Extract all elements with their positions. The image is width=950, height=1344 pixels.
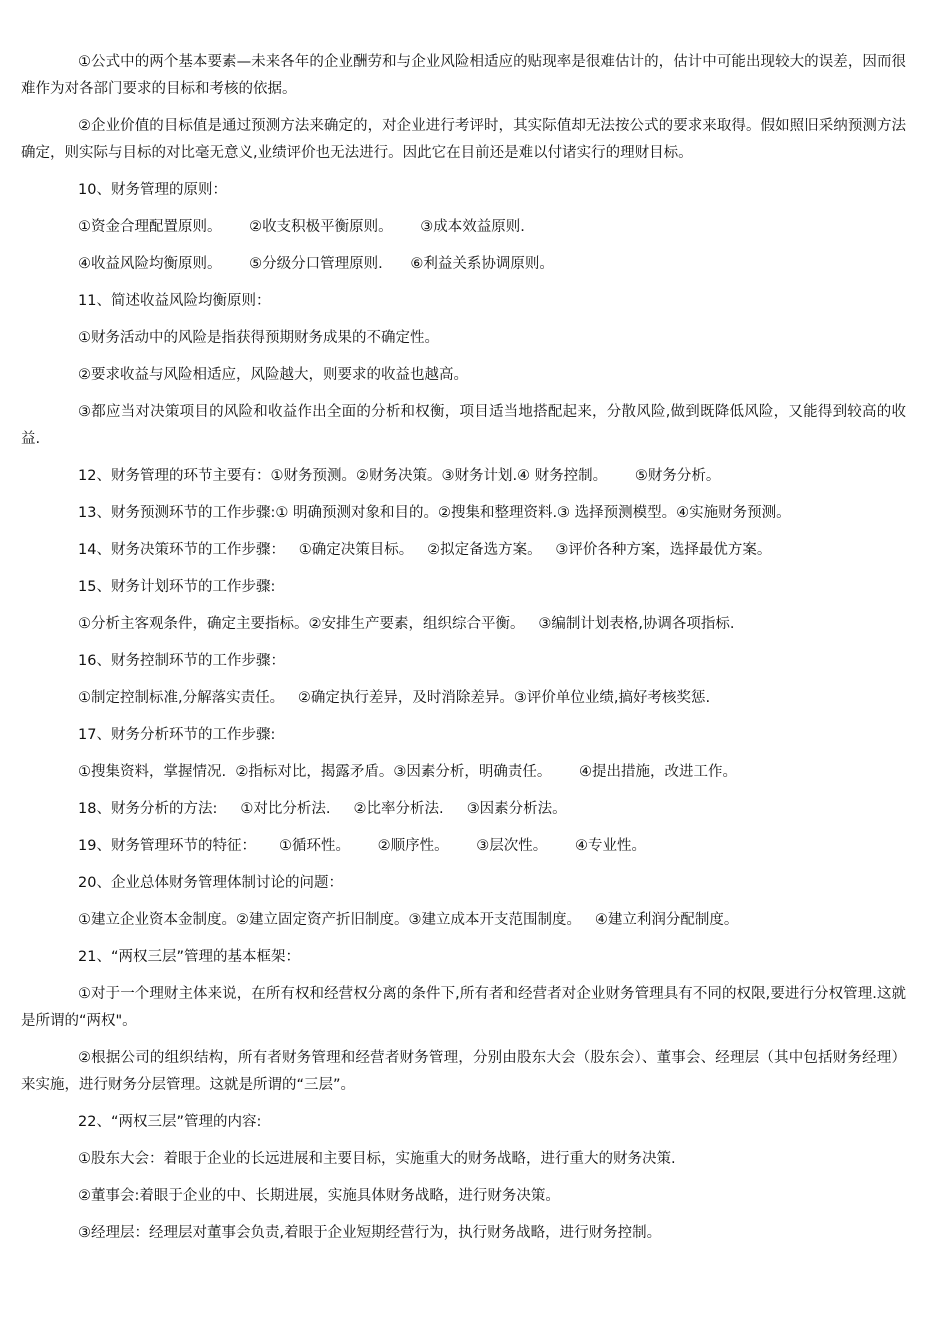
heading-22-content: 22、“两权三层”管理的内容: <box>78 1114 262 1130</box>
plan-steps: ①分析主客观条件，确定主要指标。②安排生产要素，组织综合平衡。 ③编制计划表格,协调各项指标. <box>78 616 735 632</box>
heading-12-steps: 12、财务管理的环节主要有：①财务预测。②财务决策。③财务计划.④ 财务控制。 ⑤财务分析。 <box>78 468 721 484</box>
content-board: ②董事会:着眼于企业的中、长期进展，实施具体财务战略，进行财务决策。 <box>78 1188 560 1204</box>
control-steps: ①制定控制标准,分解落实责任。 ②确定执行差异，及时消除差异。③评价单位业绩,搞好考核奖惩. <box>78 690 711 706</box>
heading-20-system: 20、企业总体财务管理体制讨论的问题： <box>78 875 343 891</box>
framework-item-1: ①对于一个理财主体来说，在所有权和经营权分离的条件下,所有者和经营者对企业财务管理具有不同的权限,要进行分权管理.这就是所谓的“两权"。 <box>21 986 906 1029</box>
risk-item-1: ①财务活动中的风险是指获得预期财务成果的不确定性。 <box>78 330 439 346</box>
heading-10-principles: 10、财务管理的原则： <box>78 182 227 198</box>
heading-17-analysis: 17、财务分析环节的工作步骤: <box>78 727 276 743</box>
heading-13-forecast: 13、财务预测环节的工作步骤:① 明确预测对象和目的。②搜集和整理资料.③ 选择预测模型。④实施财务预测。 <box>78 505 791 521</box>
risk-item-2: ②要求收益与风险相适应，风险越大，则要求的收益也越高。 <box>78 367 468 383</box>
heading-15-plan: 15、财务计划环节的工作步骤: <box>78 579 276 595</box>
framework-item-2: ②根据公司的组织结构，所有者财务管理和经营者财务管理，分别由股东大会（股东会）、董事会、经理层（其中包括财务经理）来实施，进行财务分层管理。这就是所谓的“三层”。 <box>21 1050 906 1093</box>
content-managers: ③经理层：经理层对董事会负责,着眼于企业短期经营行为，执行财务战略，进行财务控制。 <box>78 1225 662 1241</box>
document-body <box>21 49 906 1257</box>
principles-line-1: ①资金合理配置原则。 ②收支积极平衡原则。 ③成本效益原则. <box>78 219 525 235</box>
heading-19-features: 19、财务管理环节的特征： ①循环性。 ②顺序性。 ③层次性。 ④专业性。 <box>78 838 646 854</box>
heading-16-control: 16、财务控制环节的工作步骤： <box>78 653 285 669</box>
analysis-steps: ①搜集资料，掌握情况. ②指标对比，揭露矛盾。③因素分析，明确责任。 ④提出措施，改进工作。 <box>78 764 737 780</box>
heading-11-risk-balance: 11、简述收益风险均衡原则： <box>78 293 271 309</box>
paragraph-enterprise-value: ②企业价值的目标值是通过预测方法来确定的，对企业进行考评时，其实际值却无法按公式的要求来取得。假如照旧采纳预测方法确定，则实际与目标的对比毫无意义,业绩评价也无法进行。因此它在目前还是难以付诸实行的理财目标。 <box>21 118 906 161</box>
principles-line-2: ④收益风险均衡原则。 ⑤分级分口管理原则. ⑥利益关系协调原则。 <box>78 256 554 272</box>
risk-item-3: ③都应当对决策项目的风险和收益作出全面的分析和权衡，项目适当地搭配起来，分散风险,做到既降低风险，又能得到较高的收益. <box>21 404 906 447</box>
content-shareholders: ①股东大会：着眼于企业的长远进展和主要目标，实施重大的财务战略，进行重大的财务决策. <box>78 1151 676 1167</box>
heading-14-decision: 14、财务决策环节的工作步骤： ①确定决策目标。 ②拟定备选方案。 ③评价各种方案，选择最优方案。 <box>78 542 772 558</box>
system-items: ①建立企业资本金制度。②建立固定资产折旧制度。③建立成本开支范围制度。 ④建立利润分配制度。 <box>78 912 739 928</box>
heading-18-methods: 18、财务分析的方法: ①对比分析法. ②比率分析法. ③因素分析法。 <box>78 801 567 817</box>
heading-21-framework: 21、“两权三层”管理的基本框架： <box>78 949 300 965</box>
paragraph-formula-elements: ①公式中的两个基本要素—未来各年的企业酬劳和与企业风险相适应的贴现率是很难估计的，估计中可能出现较大的误差，因而很难作为对各部门要求的目标和考核的依据。 <box>21 54 906 97</box>
